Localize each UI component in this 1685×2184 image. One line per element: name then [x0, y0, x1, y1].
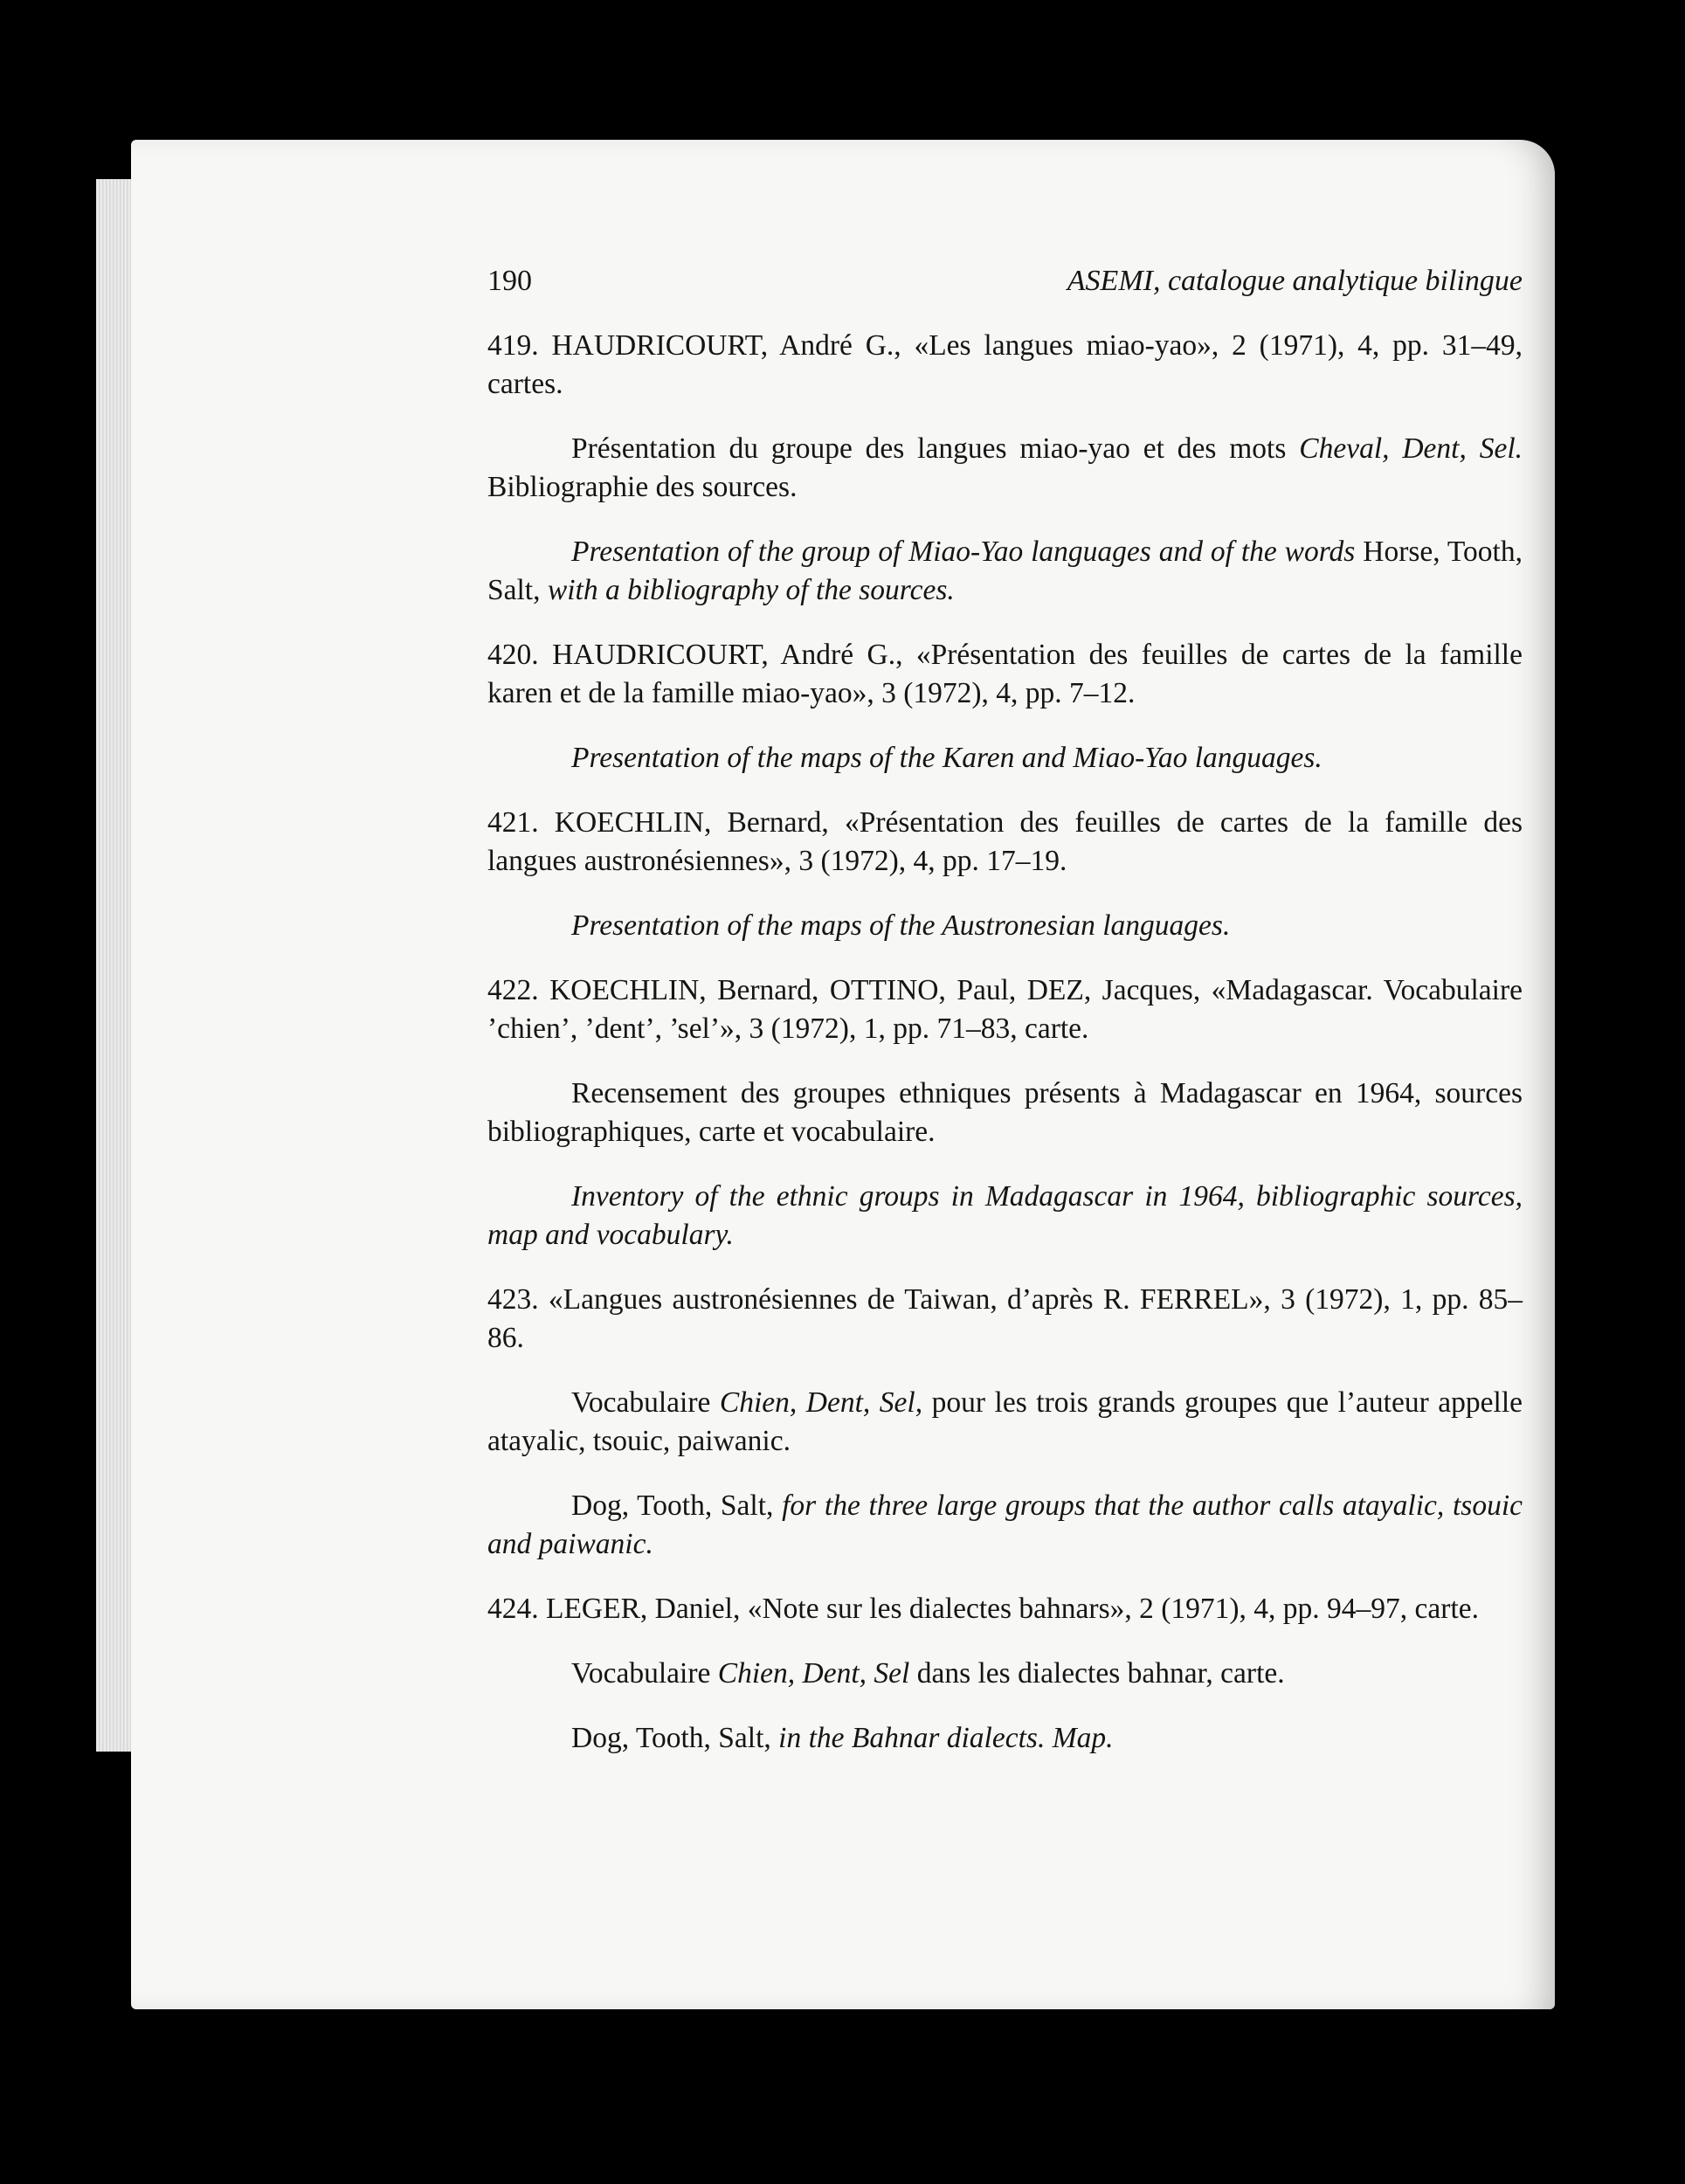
entry-citation-421: 421. KOECHLIN, Bernard, «Présentation des feuilles de cartes de la famille des langues austronésiennes», 3 (1972), 4, pp. 17–19. — [487, 806, 1523, 877]
entry-citation-424: 424. LEGER, Daniel, «Note sur les dialectes bahnars», 2 (1971), 4, pp. 94–97, carte. — [487, 1593, 1479, 1625]
entry-summary-en-420: Presentation of the maps of the Karen and Miao-Yao languages. — [571, 742, 1322, 774]
entry-citation-423: 423. «Langues austronésiennes de Taiwan, d’après R. FERREL», 3 (1972), 1, pp. 85–86. — [487, 1283, 1523, 1354]
entry-summary-en-421: Presentation of the maps of the Austronesian languages. — [571, 909, 1231, 942]
entry-citation-420: 420. HAUDRICOURT, André G., «Présentation des feuilles de cartes de la famille karen et de la famille miao-yao», 3 (1972), 4, pp. 7–12. — [487, 639, 1523, 709]
entry-summary-fr-424: Vocabulaire Chien, Dent, Sel dans les dialectes bahnar, carte. — [571, 1657, 1285, 1690]
page-number: 190 — [487, 265, 532, 297]
entry-summary-en-419: Presentation of the group of Miao-Yao languages and of the words Horse, Tooth, Salt, with a bibliography of the sources. — [487, 536, 1523, 606]
entry-summary-en-422: Inventory of the ethnic groups in Madagascar in 1964, bibliographic sources, map and vocabulary. — [487, 1180, 1523, 1251]
entry-summary-en-423: Dog, Tooth, Salt, for the three large groups that the author calls atayalic, tsouic and paiwanic. — [487, 1489, 1523, 1560]
entry-citation-422: 422. KOECHLIN, Bernard, OTTINO, Paul, DEZ, Jacques, «Madagascar. Vocabulaire ’chien’, ’dent’, ’sel’», 3 (1972), 1, pp. 71–83, carte. — [487, 974, 1523, 1045]
page-header — [487, 262, 1523, 301]
page-text — [487, 262, 1523, 1784]
entry-summary-en-424: Dog, Tooth, Salt, in the Bahnar dialects. Map. — [571, 1722, 1114, 1754]
running-head: ASEMI, catalogue analytique bilingue — [1067, 265, 1523, 297]
entry-summary-fr-423: Vocabulaire Chien, Dent, Sel, pour les trois grands groupes que l’auteur appelle atayalic, tsouic, paiwanic. — [487, 1386, 1523, 1457]
entry-summary-fr-422: Recensement des groupes ethniques présents à Madagascar en 1964, sources bibliographiques, carte et vocabulaire. — [487, 1077, 1523, 1148]
entry-summary-fr-419: Présentation du groupe des langues miao-yao et des mots Cheval, Dent, Sel. Bibliographie des sources. — [487, 432, 1523, 503]
entry-citation-419: 419. HAUDRICOURT, André G., «Les langues miao-yao», 2 (1971), 4, pp. 31–49, cartes. — [487, 329, 1523, 400]
